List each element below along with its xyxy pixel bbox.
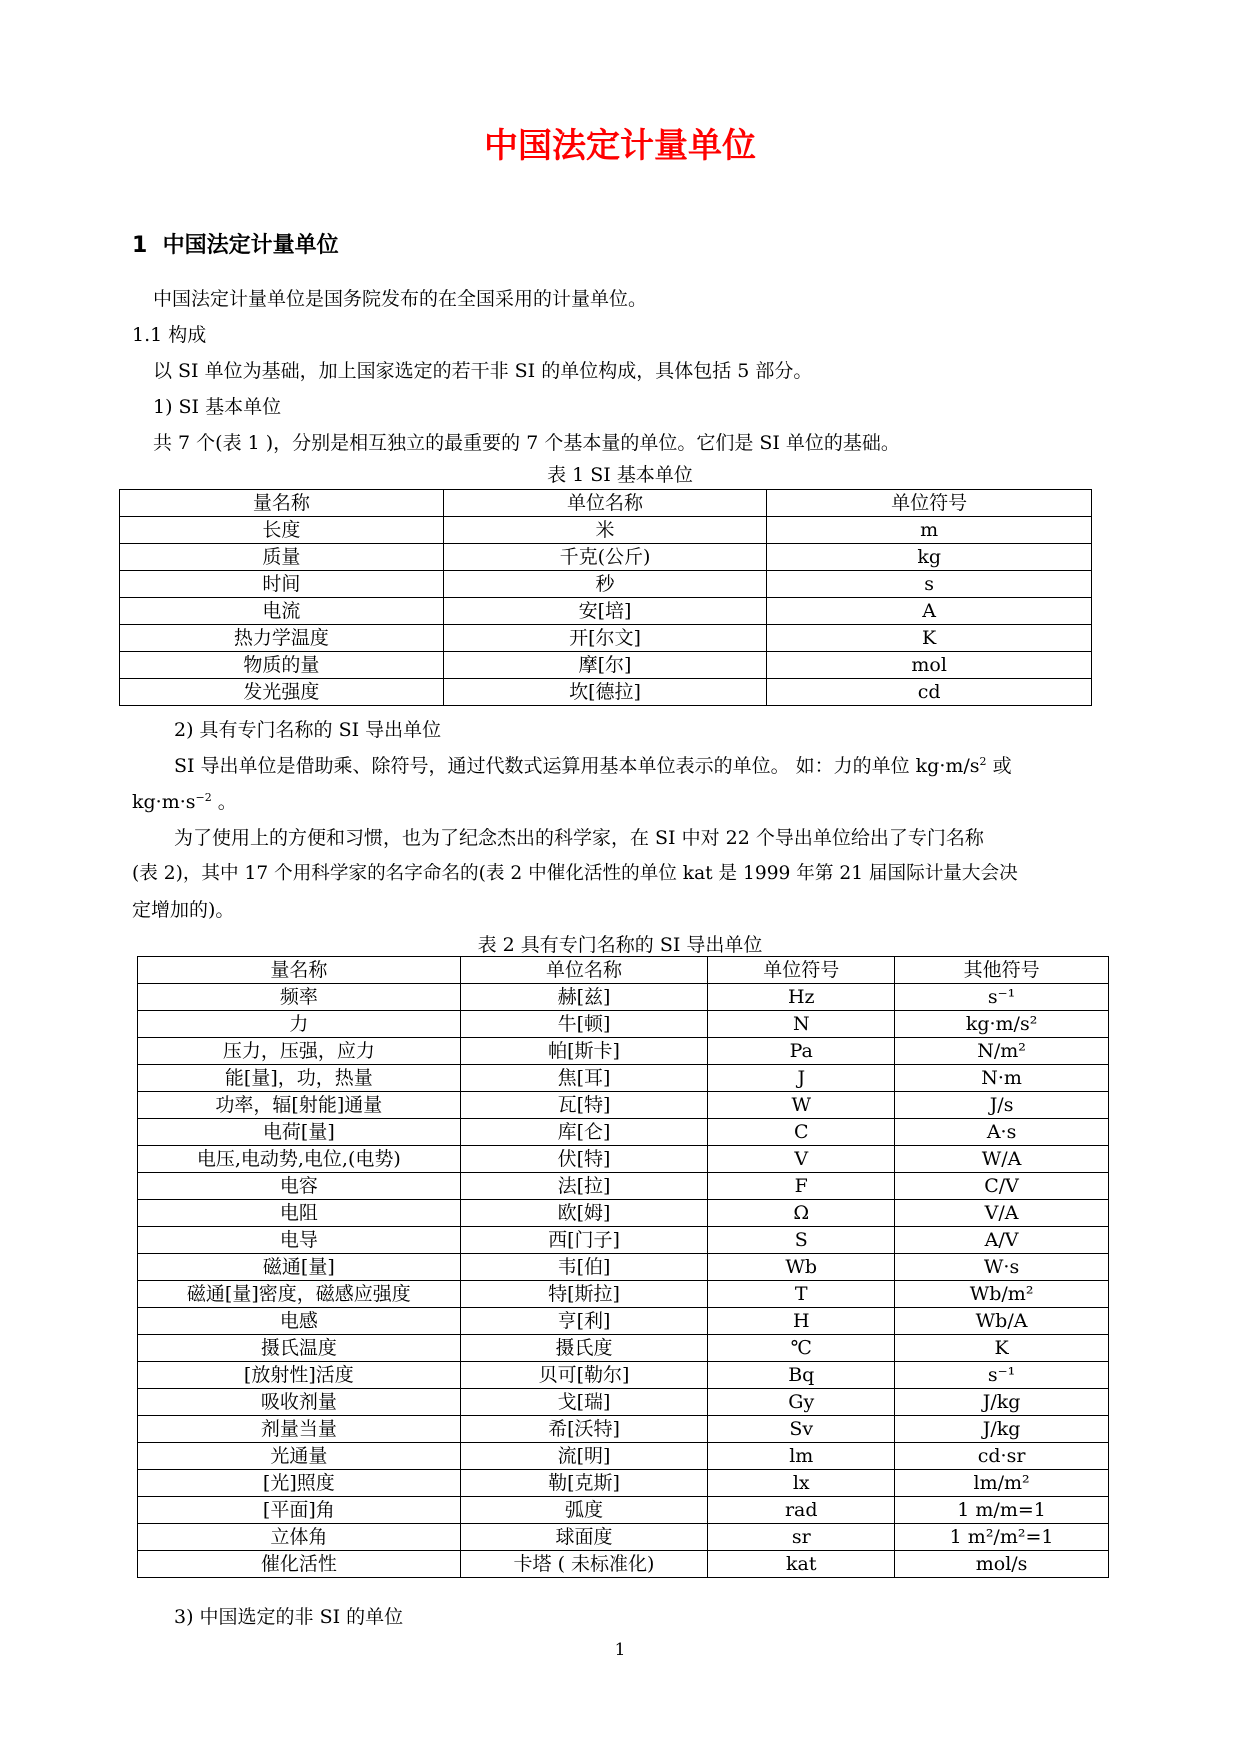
section-number: 1	[132, 233, 148, 258]
table-cell: J/s	[895, 1092, 1109, 1119]
item2-paragraph2-line1: 为了使用上的方便和习惯，也为了纪念杰出的科学家，在 SI 中对 22 个导出单位给出了专门名称	[174, 827, 984, 849]
table-row	[138, 1200, 1109, 1227]
table-row	[138, 1497, 1109, 1524]
table-cell: 贝可[勒尔]	[460, 1362, 708, 1389]
table-cell: 开[尔文]	[443, 625, 767, 652]
table-cell: kat	[708, 1551, 895, 1578]
item2-paragraph-line1	[174, 748, 1012, 784]
table-cell: Bq	[708, 1362, 895, 1389]
table-row	[138, 1551, 1109, 1578]
table-cell: J/kg	[895, 1416, 1109, 1443]
table-cell: 电荷[量]	[138, 1119, 461, 1146]
table-cell: J	[708, 1065, 895, 1092]
table-cell: W·s	[895, 1254, 1109, 1281]
item2-paragraph2-line2: (表 2)，其中 17 个用科学家的名字命名的(表 2 中催化活性的单位 kat 是 1999 年第 21 届国际计量大会决	[132, 863, 1018, 884]
table-cell: Ω	[708, 1200, 895, 1227]
table-cell: F	[708, 1173, 895, 1200]
table-cell: 频率	[138, 984, 461, 1011]
table-row	[138, 1092, 1109, 1119]
table-cell: Wb/m²	[895, 1281, 1109, 1308]
table-cell: V	[708, 1146, 895, 1173]
item2-paragraph-line2	[132, 784, 237, 820]
table-row	[138, 1443, 1109, 1470]
table-cell: 米	[443, 517, 767, 544]
table-cell: 牛[顿]	[460, 1011, 708, 1038]
table-cell: W/A	[895, 1146, 1109, 1173]
table-cell: N/m²	[895, 1038, 1109, 1065]
table-cell: 1 m²/m²=1	[895, 1524, 1109, 1551]
table-row	[138, 1335, 1109, 1362]
table-row	[138, 1119, 1109, 1146]
table-cell: ℃	[708, 1335, 895, 1362]
table-cell: S	[708, 1227, 895, 1254]
table-cell: 压力，压强，应力	[138, 1038, 461, 1065]
table-cell: 勒[克斯]	[460, 1470, 708, 1497]
table-cell: A/V	[895, 1227, 1109, 1254]
table-row	[120, 544, 1092, 571]
table-cell: Pa	[708, 1038, 895, 1065]
table-header-row	[120, 490, 1092, 517]
table-cell: 安[培]	[443, 598, 767, 625]
table-cell: lx	[708, 1470, 895, 1497]
table-cell: 物质的量	[120, 652, 444, 679]
item2-title: 2) 具有专门名称的 SI 导出单位	[174, 719, 442, 741]
table1-caption: 表 1 SI 基本单位	[547, 464, 693, 486]
table-row	[120, 571, 1092, 598]
table-cell: J/kg	[895, 1389, 1109, 1416]
table-row	[120, 679, 1092, 706]
item2-paragraph2-line3: 定增加的)。	[132, 899, 235, 921]
table-cell: kg	[767, 544, 1092, 571]
table-cell: 热力学温度	[120, 625, 444, 652]
table-cell: 磁通[量]	[138, 1254, 461, 1281]
table-cell: 磁通[量]密度，磁感应强度	[138, 1281, 461, 1308]
table-cell: 剂量当量	[138, 1416, 461, 1443]
table-cell: 法[拉]	[460, 1173, 708, 1200]
table-row	[138, 1227, 1109, 1254]
section-heading	[132, 228, 339, 259]
table-row	[138, 1011, 1109, 1038]
table-cell: cd	[767, 679, 1092, 706]
table-cell: lm/m²	[895, 1470, 1109, 1497]
table-cell: m	[767, 517, 1092, 544]
table-cell: 亨[利]	[460, 1308, 708, 1335]
table-cell: C	[708, 1119, 895, 1146]
table-cell: 电压,电动势,电位,(电势)	[138, 1146, 461, 1173]
table-row	[120, 517, 1092, 544]
item2-paragraph-or: 或	[986, 755, 1012, 777]
page-title: 中国法定计量单位	[484, 126, 756, 166]
table-row	[138, 1389, 1109, 1416]
table-cell: rad	[708, 1497, 895, 1524]
item2-paragraph-text: SI 导出单位是借助乘、除符号，通过代数式运算用基本单位表示的单位。 如：力的单位 kg·m/s	[174, 755, 980, 777]
item1-title: 1) SI 基本单位	[153, 396, 282, 418]
table-cell: 特[斯拉]	[460, 1281, 708, 1308]
table-cell: 弧度	[460, 1497, 708, 1524]
table-header-row	[138, 957, 1109, 984]
table-cell: H	[708, 1308, 895, 1335]
page-number: 1	[614, 1640, 626, 1660]
table-row	[138, 1065, 1109, 1092]
table-row	[138, 984, 1109, 1011]
subsection-heading: 1.1 构成	[132, 324, 207, 346]
table-row	[138, 1362, 1109, 1389]
superscript: 2	[979, 755, 987, 768]
table-row	[138, 1470, 1109, 1497]
table-row	[138, 1281, 1109, 1308]
table-cell: Wb	[708, 1254, 895, 1281]
table-cell: 摩[尔]	[443, 652, 767, 679]
table-cell: sr	[708, 1524, 895, 1551]
header-cell: 单位名称	[443, 490, 767, 517]
table-cell: 电阻	[138, 1200, 461, 1227]
table-cell: [平面]角	[138, 1497, 461, 1524]
table-cell: 电流	[120, 598, 444, 625]
table-cell: 摄氏度	[460, 1335, 708, 1362]
table-cell: mol	[767, 652, 1092, 679]
header-cell: 单位符号	[708, 957, 895, 984]
table-row	[120, 625, 1092, 652]
table-cell: 坎[德拉]	[443, 679, 767, 706]
superscript: −2	[195, 791, 212, 804]
table-cell: 秒	[443, 571, 767, 598]
table-cell: K	[895, 1335, 1109, 1362]
table-cell: A	[767, 598, 1092, 625]
item3-title: 3) 中国选定的非 SI 的单位	[174, 1606, 404, 1628]
table-cell: C/V	[895, 1173, 1109, 1200]
table-cell: 立体角	[138, 1524, 461, 1551]
si-derived-units-table	[137, 956, 1109, 1578]
table-cell: mol/s	[895, 1551, 1109, 1578]
sentence-end: 。	[217, 791, 237, 813]
table-row	[120, 598, 1092, 625]
table-cell: 西[门子]	[460, 1227, 708, 1254]
table-cell: N	[708, 1011, 895, 1038]
table-cell: 戈[瑞]	[460, 1389, 708, 1416]
table-row	[138, 1038, 1109, 1065]
table-cell: 焦[耳]	[460, 1065, 708, 1092]
table-cell: 长度	[120, 517, 444, 544]
table-cell: A·s	[895, 1119, 1109, 1146]
table-cell: 时间	[120, 571, 444, 598]
table-row	[138, 1173, 1109, 1200]
table-cell: 电容	[138, 1173, 461, 1200]
table-cell: N·m	[895, 1065, 1109, 1092]
header-cell: 量名称	[120, 490, 444, 517]
table-cell: 摄氏温度	[138, 1335, 461, 1362]
table-cell: 库[仑]	[460, 1119, 708, 1146]
table-cell: Wb/A	[895, 1308, 1109, 1335]
table-cell: 千克(公斤)	[443, 544, 767, 571]
header-cell: 单位名称	[460, 957, 708, 984]
table-cell: 欧[姆]	[460, 1200, 708, 1227]
table-row	[138, 1416, 1109, 1443]
table-cell: lm	[708, 1443, 895, 1470]
table-cell: 催化活性	[138, 1551, 461, 1578]
table-cell: Gy	[708, 1389, 895, 1416]
table-cell: s⁻¹	[895, 1362, 1109, 1389]
table-cell: 1 m/m=1	[895, 1497, 1109, 1524]
table-cell: Hz	[708, 984, 895, 1011]
table-row	[138, 1308, 1109, 1335]
table-row	[138, 1146, 1109, 1173]
table-cell: 电感	[138, 1308, 461, 1335]
table-cell: 瓦[特]	[460, 1092, 708, 1119]
table-cell: T	[708, 1281, 895, 1308]
table-cell: kg·m/s²	[895, 1011, 1109, 1038]
intro-paragraph: 中国法定计量单位是国务院发布的在全国采用的计量单位。	[153, 288, 648, 310]
table-cell: 发光强度	[120, 679, 444, 706]
header-cell: 其他符号	[895, 957, 1109, 984]
header-cell: 量名称	[138, 957, 461, 984]
table-cell: s⁻¹	[895, 984, 1109, 1011]
table-row	[138, 1524, 1109, 1551]
si-base-units-table	[119, 489, 1092, 706]
table-cell: 功率，辐[射能]通量	[138, 1092, 461, 1119]
table-cell: V/A	[895, 1200, 1109, 1227]
header-cell: 单位符号	[767, 490, 1092, 517]
table-cell: 能[量]，功，热量	[138, 1065, 461, 1092]
table-cell: W	[708, 1092, 895, 1119]
table-cell: s	[767, 571, 1092, 598]
table-cell: [光]照度	[138, 1470, 461, 1497]
table-cell: 吸收剂量	[138, 1389, 461, 1416]
table-cell: 电导	[138, 1227, 461, 1254]
table-row	[120, 652, 1092, 679]
table-cell: 赫[兹]	[460, 984, 708, 1011]
table-cell: 希[沃特]	[460, 1416, 708, 1443]
item1-text: 共 7 个(表 1 )，分别是相互独立的最重要的 7 个基本量的单位。它们是 SI 单位的基础。	[153, 432, 900, 454]
table-cell: 韦[伯]	[460, 1254, 708, 1281]
table-cell: 伏[特]	[460, 1146, 708, 1173]
table-cell: 质量	[120, 544, 444, 571]
section-title: 中国法定计量单位	[162, 233, 339, 258]
table-cell: 卡塔 ( 未标准化)	[460, 1551, 708, 1578]
table-cell: 流[明]	[460, 1443, 708, 1470]
table-cell: cd·sr	[895, 1443, 1109, 1470]
table2-caption: 表 2 具有专门名称的 SI 导出单位	[477, 934, 763, 956]
table-cell: K	[767, 625, 1092, 652]
table-cell: 力	[138, 1011, 461, 1038]
unit-expression: kg·m·s	[132, 791, 196, 813]
composition-paragraph: 以 SI 单位为基础，加上国家选定的若干非 SI 的单位构成，具体包括 5 部分。	[153, 360, 813, 382]
table-cell: 光通量	[138, 1443, 461, 1470]
table-cell: 帕[斯卡]	[460, 1038, 708, 1065]
table-cell: [放射性]活度	[138, 1362, 461, 1389]
table-cell: 球面度	[460, 1524, 708, 1551]
table-cell: Sv	[708, 1416, 895, 1443]
table-row	[138, 1254, 1109, 1281]
